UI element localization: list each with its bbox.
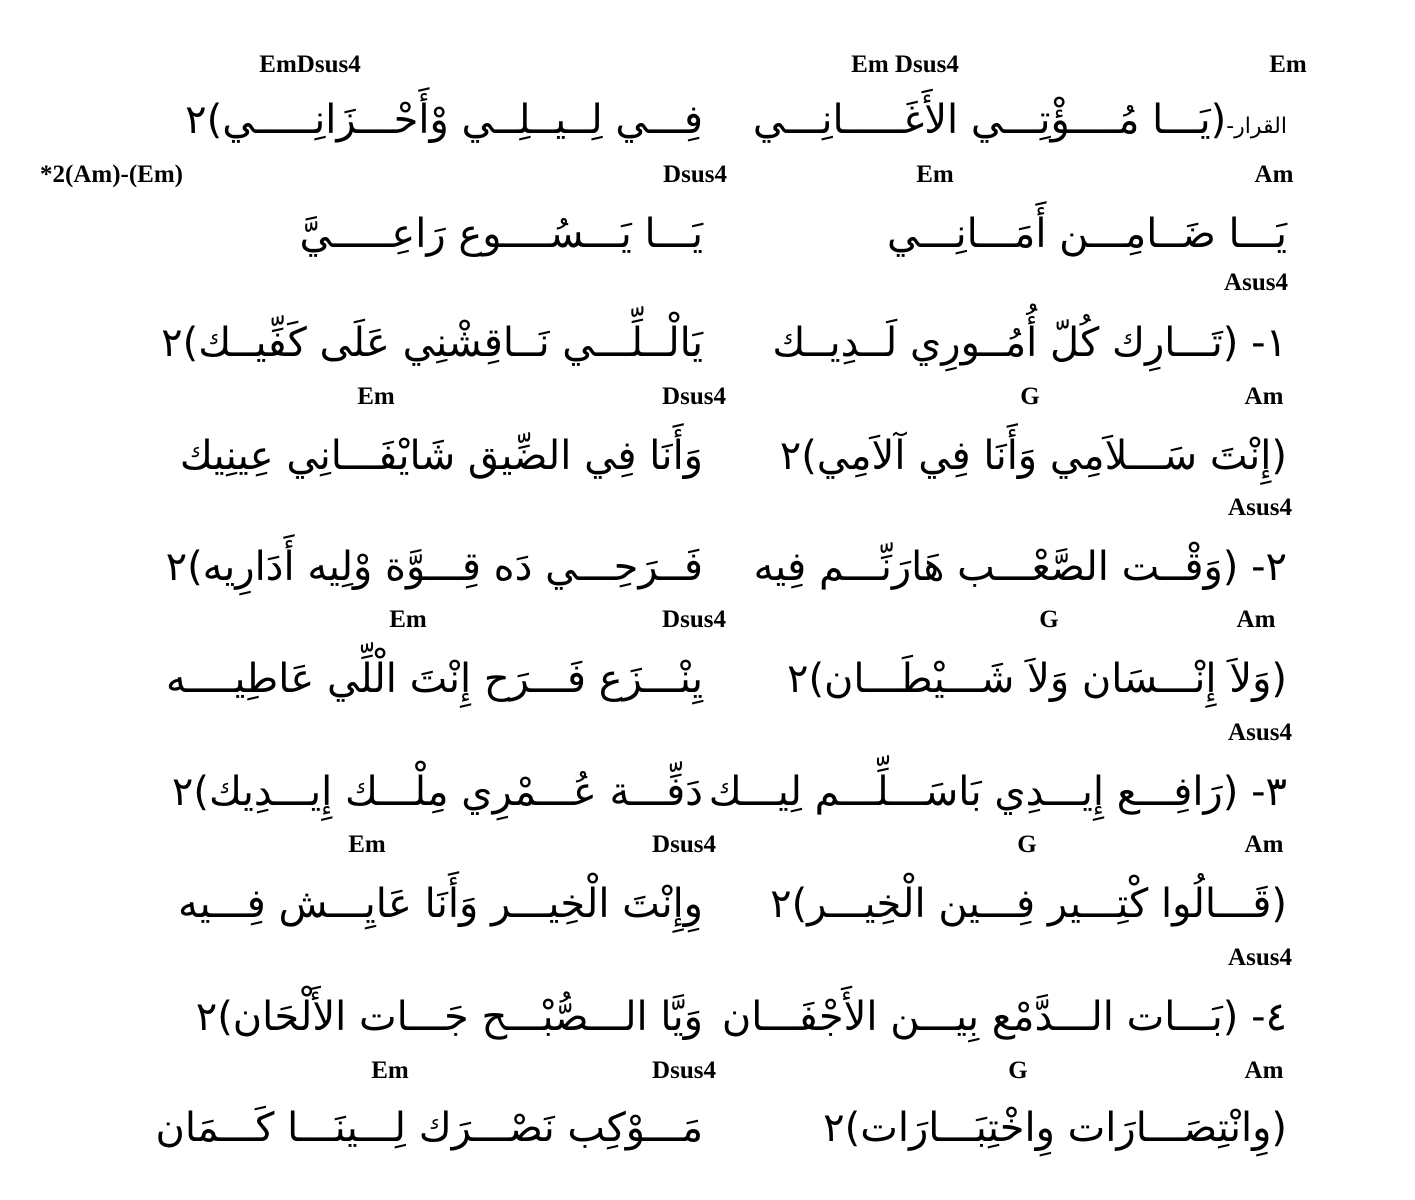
lyric-line-left: يَـــا يَـــسُــــوع رَاعِـــــيَّ: [299, 211, 703, 257]
chord: Dsus4: [663, 161, 727, 188]
chord: Am: [1244, 383, 1284, 410]
lyric-line-left: مَـــوْكِب نَصْـــرَك لِـــينَـــا كَـــمَان: [155, 1105, 703, 1151]
lyric-line-right: ٣- (رَافِـــع إِيـــدِي بَاسَـــلِّـــم لِيـــك: [708, 769, 1287, 815]
chorus-marker: القرار-: [1226, 114, 1287, 139]
chord: Am: [1236, 606, 1276, 633]
chord: Em: [916, 161, 954, 188]
chord: Em: [371, 1057, 409, 1084]
lyric-text: (يَـــا مُــــؤْتِـــي الأَغَـــــانِـــي: [752, 97, 1227, 143]
lyric-line-left: وِإِنْتَ الْخِيـــر وَأَنَا عَايِـــش فِـــيه: [178, 881, 703, 927]
lyric-line-left: فِـــي لِــيــلِــي وْأَحْـــزَانِـــــي)٢: [185, 97, 703, 143]
chord: Em: [348, 831, 386, 858]
chord: Dsus4: [662, 606, 726, 633]
chord: Em: [357, 383, 395, 410]
chord: Am: [1254, 161, 1294, 188]
chord: Asus4: [1228, 944, 1292, 971]
chord: Dsus4: [662, 383, 726, 410]
lyric-line-left: دَفِّـــة عُـــمْرِي مِلْـــك إِيـــدِيك)٢: [171, 769, 703, 815]
chord: Asus4: [1228, 719, 1292, 746]
lyric-line-right: (إِنْتَ سَـــلاَمِي وَأَنَا فِي آلاَمِي)٢: [779, 433, 1287, 479]
chord: Dsus4: [652, 1057, 716, 1084]
lyric-line-left: وَيَّا الـــصُّبْـــح جَـــات الأَلْحَان)٢: [195, 994, 703, 1040]
lyric-line-right: (وِانْتِصَـــارَات وِاخْتِبَـــارَات)٢: [823, 1105, 1287, 1151]
chord: Am: [1244, 1057, 1284, 1084]
chord: EmDsus4: [259, 51, 361, 78]
lyric-line-right: يَـــا ضَــامِـــن أَمَـــانِـــي: [886, 211, 1287, 257]
chord: *2(Am)-(Em): [40, 161, 184, 188]
lyric-line-right: ١- (تَـــارِك كُلّ أُمُــورِي لَــدِيــك: [772, 320, 1287, 366]
chord: G: [1039, 606, 1059, 633]
lyric-line-left: فَــرَحِـــي دَه قِـــوَّة وْلِيه أَدَارِيه)٢: [165, 544, 703, 590]
lyric-line-right: ٤- (بَـــات الـــدَّمْع بِيـــن الأَجْفَـــان: [721, 994, 1287, 1040]
chord: Asus4: [1228, 494, 1292, 521]
chord: Dsus4: [652, 831, 716, 858]
chord: Am: [1244, 831, 1284, 858]
chord: Asus4: [1224, 269, 1288, 296]
chord: Em: [389, 606, 427, 633]
lyric-line-right: ٢- (وَقْــت الصَّعْـــب هَارَنِّـــم فِيه: [753, 544, 1287, 590]
chord: G: [1017, 831, 1037, 858]
chord: Em: [1269, 51, 1307, 78]
lyric-line-left: يِنْـــزَع فَـــرَح إِنْتَ الْلِّي عَاطِيــــه: [165, 656, 703, 702]
lyric-line-left: يَالْــلِّـــي نَــاقِشْنِي عَلَى كَفِّيــك)٢: [161, 320, 703, 366]
lyric-line-right: (وَلاَ إِنْـــسَان وَلاَ شَـــيْطَـــان)٢: [786, 656, 1287, 702]
chord: G: [1020, 383, 1040, 410]
chord: Em Dsus4: [851, 51, 959, 78]
lyric-line-left: وَأَنَا فِي الضِّيق شَايْفَـــانِي عِينِيك: [179, 433, 703, 479]
lyric-line-right: [753, 92, 1287, 155]
lyric-line-right: (قَـــالُوا كْتِـــير فِـــين الْخِيـــر)٢: [770, 881, 1287, 927]
chord: G: [1008, 1057, 1028, 1084]
